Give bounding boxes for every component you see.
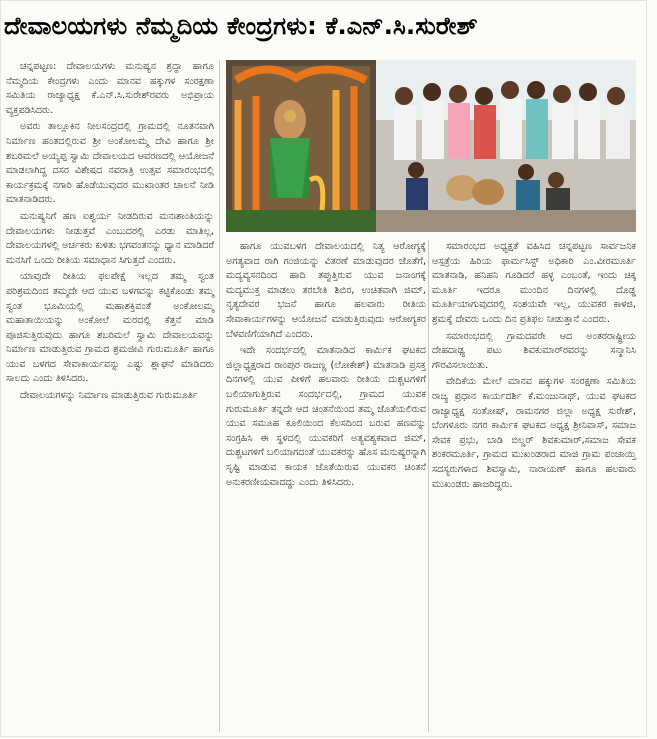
paragraph: ಸಮಾರಂಭದಲ್ಲಿ ಗ್ರಾಮದವರೇ ಆದ ಅಂತರರಾಷ್ಟ್ರೀಯ ದೇಹದಾಢ್ಯ ಪಟು ಶಿವಕುಮಾರ್‌ರವರನ್ನು ಸನ್ಮಾನಿಸಿ ಗೌರವಿಸಲಾಯಿತು. — [432, 330, 636, 371]
paragraph: ಇದೇ ಸಂದರ್ಭದಲ್ಲಿ ಮಾತನಾಡಿದ ಕಾರ್ಮಿಕ ಘಟಕದ ಜಿಲ್ಲಾಧ್ಯಕ್ಷರಾದ ರಾಂಪುರ ರಾಜಣ್ಣ (ಲೋಕೇಶ್) ಮಾತನಾಡಿ ಪ್ರಸಕ್ತ ದಿನಗಳಲ್ಲಿ ಯುವ ಪೀಳಿಗೆ ಹಲವಾರು ರೀತಿಯ ದುಶ್ಚಟಗಳಿಗೆ ಬಲಿಯಾಗುತ್ತಿರುವ ಸಂದರ್ಭದಲ್ಲಿ, ಗ್ರಾಮದ ಯುವಕ ಗುರುಮೂರ್ತಿ ತನ್ನದೇ ಆದ ಚಿಂತನೆಯಿಂದ ತಮ್ಮ ಜೊತೆಯಲಿರುವ ಯುವ ಸಮೂಹ ಕೂಲಿಯಿಂದ ಕೆಲಸದಿಂದ ಬರುವ ಹಣವನ್ನು ಸಂಗ್ರಹಿಸಿ ಈ ಸ್ಥಳದಲ್ಲಿ ಯುವಕರಿಗೆ ಅತ್ಯವಶ್ಯಕವಾದ ಜಿಮ್, ದುಶ್ಚಟಗಳಿಗೆ ಬಲಿಯಾಗದಂತೆ ಯುವಕರನ್ನು ಹೊಸ ಮನುಷ್ಯರನ್ನಾಗಿ ಸೃಷ್ಟಿ ಮಾಡುವ ಕಾಯಕ ಜೊತೆಯಿರುವ ಯುವಕರ ಚಿಂತನೆ ಅನುಕರಣೀಯವಾದದ್ದು ಎಂದು ತಿಳಿಸಿದರು. — [226, 345, 426, 488]
article-headline: ದೇವಾಲಯಗಳು ನೆಮ್ಮದಿಯ ಕೇಂದ್ರಗಳು: ಕೆ.ಎನ್.ಸಿ.ಸುರೇಶ್ — [4, 12, 478, 40]
article-column-3 — [432, 240, 636, 732]
article-column-2 — [226, 240, 426, 732]
column-divider — [219, 60, 220, 732]
paragraph: ಸಮಾರಂಭದ ಅಧ್ಯಕ್ಷತೆ ವಹಿಸಿದ ಚನ್ನಪಟ್ಟಣ ಸಾರ್ವಜನಿಕ ಆಸ್ಪತ್ರೆಯ ಹಿರಿಯ ಫಾರ್ಮಸಿಸ್ಟ್ ಅಧಿಕಾರಿ ಎಂ.ವೀರಮೂರ್ತಿ ಮಾತನಾಡಿ, ಹನಿಹನಿ ಗೂಡಿದರೆ ಹಳ್ಳ ಎಂಬಂತೆ, ಇಂದು ಚಿಕ್ಕ ಮೂರ್ತಿ ಇದರೂ ಮುಂದಿನ ದಿನಗಳಲ್ಲಿ ದೊಡ್ಡ ಮೂರ್ತಿಯಾಗುವುದರಲ್ಲಿ ಸಂಶಯವೇ ಇಲ್ಲ, ಯುವಕರ ಕಾಳಜಿ, ಶ್ರಮಕ್ಕೆ ದೇವರು ಒಂದು ದಿನ ಪ್ರತಿಫಲ ನೀಡುತ್ತಾನೆ ಎಂದರು. — [432, 241, 636, 325]
paragraph: ಚನ್ನಪಟ್ಟಣ: ದೇವಾಲಯಗಳು ಮನುಷ್ಯನ ಶ್ರದ್ಧಾ ಹಾಗೂ ನೆಮ್ಮದಿಯ ಕೇಂದ್ರಗಳು ಎಂದು ಮಾನವ ಹಕ್ಕುಗಳ ಸಂರಕ್ಷಣಾ ಸಮಿತಿಯ ರಾಜ್ಯಾಧ್ಯಕ್ಷ ಕೆ.ಎನ್.ಸಿ.ಸುರೇಶ್‌ರವರು ಅಭಿಪ್ರಾಯ ವ್ಯಕ್ತಪಡಿಸಿದರು. — [6, 61, 214, 116]
paragraph: ಯಾವುದೇ ರೀತಿಯ ಫಲಪೇಕ್ಷೆ ಇಲ್ಲದ ತಮ್ಮ ಸ್ವಂತ ಪರಿಶ್ರಮದಿಂದ ತಮ್ಮದೇ ಆದ ಯುವ ಬಳಗವನ್ನು ಕಟ್ಟಿಕೊಂಡು ತಮ್ಮ ಸ್ವಂತ ಭೂಮಿಯಲ್ಲಿ ಮಹಾಶಕ್ತಿವಂತೆ ಅಂಕೋಲಮ್ಮ ಮಹಾತಾಯಿಯನ್ನು ಅಂಕೋಲೆ ಮರದಲ್ಲಿ ಕೆತ್ತನೆ ಮಾಡಿ ಪೂಜಿಸುತ್ತಿರುವುದು ಹಾಗೂ ಶಬರಿಮಲೆ ಸ್ವಾಮಿ ದೇವಾಲಯವನ್ನು ನಿರ್ಮಾಣ ಮಾಡುತ್ತಿರುವ ಗ್ರಾಮದ ಶ್ರಮಜೀವಿ ಗುರುಮೂರ್ತಿ ಹಾಗೂ ಯುವ ಬಳಗದ ಸೇವಾಕಾರ್ಯವನ್ನು ಎಷ್ಟು ಶ್ಲಾಘನೆ ಮಾಡಿದರು ಸಾಲದು ಎಂದು ತಿಳಿಸಿದರು. — [6, 271, 214, 385]
paragraph: ಮನುಷ್ಯನಿಗೆ ಹಣ ಐಶ್ವರ್ಯ ನೀಡದಿರುವ ಮನಃಶಾಂತಿಯನ್ನು ದೇವಾಲಯಗಳು ನೀಡುತ್ತವೆ ಎಂಬುದರಲ್ಲಿ ಎರಡು ಮಾತಿಲ್ಲ, ದೇವಾಲಯಗಳಲ್ಲಿ ಅರ್ಚಕರು ಕುಳಿತು ಭಗವಂತನನ್ನು ಧ್ಯಾನ ಮಾಡಿದರೆ ಮನಸಿಗೆ ಒಂದು ರೀತಿಯ ಸಮಾಧಾನ ಸಿಗುತ್ತದೆ ಎಂದರು. — [6, 210, 215, 266]
paragraph: ಹಾಗೂ ಯುವಬಳಗ ದೇವಾಲಯದಲ್ಲಿ ನಿತ್ಯ ಆರೋಗ್ಯಕ್ಕೆ ಅಗತ್ಯವಾದ ರಾಗಿ ಗಂಜಿಯನ್ನು ವಿತರಣೆ ಮಾಡುವುದರ ಜೊತೆಗೆ, ಮದ್ಯವ್ಯಸನದಿಂದ ಹಾದಿ ತಪ್ಪುತ್ತಿರುವ ಯುವ ಜನಾಂಗಕ್ಕೆ ಮದ್ಯಮುಕ್ತ ಮಾಡಲು ತರಬೇತಿ ಶಿಬಿರ, ಉಚಿತವಾಗಿ ಜಿಮ್, ನೃತ್ಯದೇವರ ಭಜನೆ ಹಾಗೂ ಹಲವಾರು ರೀತಿಯ ಸೇವಾಕಾರ್ಯಗಳನ್ನು ಆಯೋಜನೆ ಮಾಡುತ್ತಿರುವುದು ಆರೋಗ್ಯಕರ ಬೆಳವಣಿಗೆಯಾಗಿದೆ ಎಂದರು. — [226, 241, 426, 340]
column-divider — [428, 240, 429, 732]
paragraph: ವೇದಿಕೆಯ ಮೇಲೆ ಮಾನವ ಹಕ್ಕುಗಳ ಸಂರಕ್ಷಣಾ ಸಮಿತಿಯ ರಾಜ್ಯ ಪ್ರಧಾನ ಕಾರ್ಯದರ್ಶಿ ಕೆ.ಮಂಜುನಾಥ್, ಯುವ ಘಟಕದ ರಾಜ್ಯಾಧ್ಯಕ್ಷ ಸಂತೋಷ್, ರಾಮನಗರ ಜಿಲ್ಲಾ ಅಧ್ಯಕ್ಷ ಸುರೇಶ್, ಬೆಂಗಳೂರು ನಗರ ಕಾರ್ಮಿಕ ಘಟಕದ ಅಧ್ಯಕ್ಷ ಶ್ರೀನಿವಾಸ್, ಸಮಾಜ ಸೇವಕ ಪ್ರಭು, ಬಾಡಿ ಬಿಲ್ಡರ್ ಶಿವಕುಮಾರ್,ಸಮಾಜ ಸೇವಕ ಶಂಕರಮೂರ್ತಿ, ಗ್ರಾಮದ ಮುಖಂಡರಾದ ಮಾಜಿ ಗ್ರಾಮ ಪಂಚಾಯ್ತಿ ಸದಸ್ಯರುಗಳಾದ ಶಿವಸ್ವಾಮಿ, ನಾರಾಯಣ್ ಹಾಗೂ ಹಲವಾರು ಮುಖಂಡರು ಹಾಜರಿದ್ದರು. — [432, 376, 636, 490]
event-photo — [226, 60, 636, 232]
article-column-1 — [6, 60, 214, 732]
event-photo-illustration — [226, 60, 636, 232]
paragraph: ದೇವಾಲಯಗಳನ್ನು ನಿರ್ಮಾಣ ಮಾಡುತ್ತಿರುವ ಗುರುಮೂರ್ತಿ — [20, 390, 198, 402]
paragraph: ಅವರು ತಾಲ್ಲೂಕಿನ ನೀಲಸಂದ್ರದಲ್ಲಿ ಗ್ರಾಮದಲ್ಲಿ ನೂತನವಾಗಿ ನಿರ್ಮಾಣ ಹಂತದಲ್ಲಿರುವ ಶ್ರೀ ಅಂಕೋಲಮ್ಮ ದೇವಿ ಹಾಗೂ ಶ್ರೀ ಶಬರಿಮಲೆ ಅಯ್ಯಪ್ಪ ಸ್ವಾಮಿ ದೇವಾಲಯದ ಆವರಣದಲ್ಲಿ ಆಯೋಜನೆ ಮಾಡಲಾಗಿದ್ದ ದಸರ ವಿಶೇಷದ ನವರಾತ್ರಿ ಉತ್ಸವ ಸಮಾರಂಭದಲ್ಲಿ ಕಾರ್ಯಕ್ರಮಕ್ಕೆ ನಗಾರಿ ಹೊಡೆಯುವುದರ ಮುಖಾಂತರ ಚಾಲನೆ ನೀಡಿ ಮಾತನಾಡಿದರು. — [6, 121, 214, 206]
